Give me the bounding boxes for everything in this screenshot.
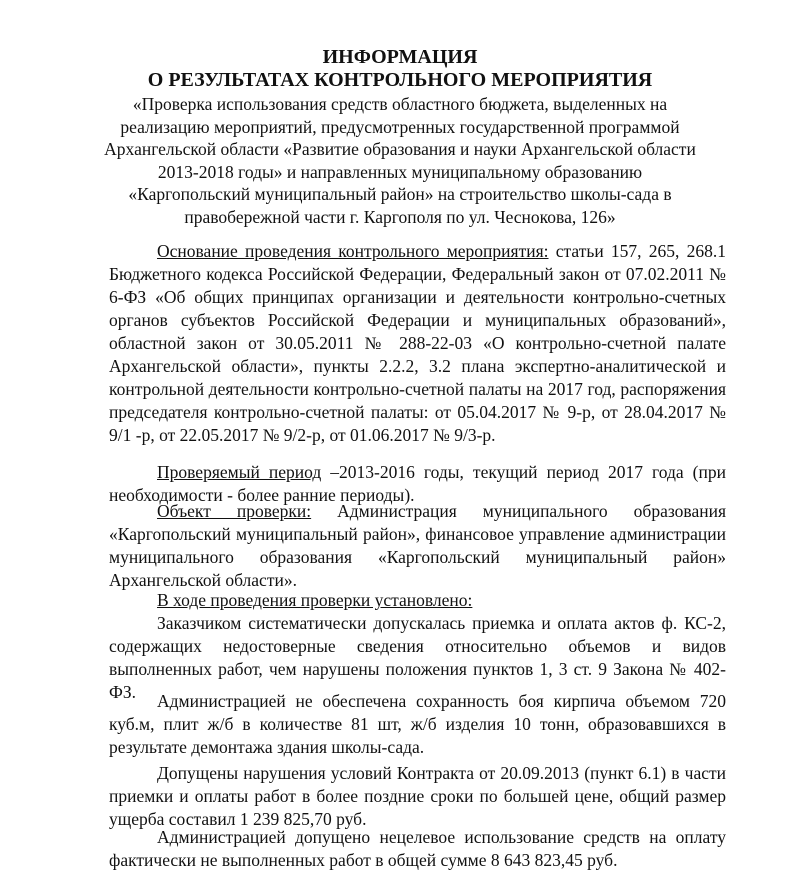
document-title-line2: О РЕЗУЛЬТАТАХ КОНТРОЛЬНОГО МЕРОПРИЯТИЯ bbox=[147, 69, 653, 91]
basis-text: статьи 157, 265, 268.1 Бюджетного кодекса Российской Федерации, Федеральный закон от 07.02.2011 № 6-ФЗ «Об общих принципах организации и деятельности контрольно-счетных органов субъектов Российской Федерации и муниципальных образований», областной закон от 30.05.2011 № 288-22-03 «О контрольно-счетной палате Архангельской области», пункты 2.2.2, 3.2 плана экспертно-аналитической и контрольной деятельности контрольно-счетной палаты на 2017 год, распоряжения председателя контрольно-счетной палаты: от 05.04.2017 № 9-р, от 28.04.2017 № 9/1 -р, от 22.05.2017 № 9/2-р, от 01.06.2017 № 9/3-р. bbox=[109, 241, 727, 445]
object-paragraph bbox=[109, 500, 726, 592]
finding-paragraph: Заказчиком систематически допускалась приемка и оплата актов ф. КС-2, содержащих недостоверные сведения относительно объемов и видов выполненных работ, чем нарушены положения пунктов 1, 3 ст. 9 Закона № 402-ФЗ. bbox=[109, 613, 726, 702]
finding-paragraph: Администрацией допущено нецелевое использование средств на оплату фактически не выполненных работ в общей сумме 8 643 823,45 руб. bbox=[109, 827, 726, 870]
basis-label: Основание проведения контрольного мероприятия: bbox=[157, 241, 549, 261]
object-text: Администрация муниципального образования «Каргопольский муниципальный район», финансовое управление администрации муниципального образования «Каргопольский муниципальный район» Архангельской области». bbox=[109, 501, 726, 590]
object-label: Объект проверки: bbox=[157, 501, 312, 521]
findings-heading: В ходе проведения проверки установлено: bbox=[157, 590, 473, 610]
finding-paragraph: Допущены нарушения условий Контракта от 20.09.2013 (пункт 6.1) в части приемки и оплаты работ в более поздние сроки по большей цене, общий размер ущерба составил 1 239 825,70 руб. bbox=[109, 763, 726, 829]
document-title-line1: ИНФОРМАЦИЯ bbox=[322, 46, 478, 68]
basis-paragraph bbox=[109, 240, 726, 447]
period-text: –2013-2016 годы, текущий период 2017 года (при необходимости - более ранние периоды). bbox=[109, 462, 726, 505]
document-subtitle: «Проверка использования средств областного бюджета, выделенных на реализацию мероприятий, предусмотренных государственной программой Архангельской области «Развитие образования и науки Архангельской области 2013-2018 годы» и направленных муниципальному образованию «Каргопольский муниципальный район» на строительство школы-сада в правобережной части г. Каргополя по ул. Чеснокова, 126» bbox=[104, 94, 696, 227]
finding-paragraph: Администрацией не обеспечена сохранность боя кирпича объемом 720 куб.м, плит ж/б в количестве 81 шт, ж/б изделия 10 тонн, образовавшихся в результате демонтажа здания школы-сада. bbox=[109, 691, 726, 757]
period-label: Проверяемый период bbox=[157, 462, 322, 482]
